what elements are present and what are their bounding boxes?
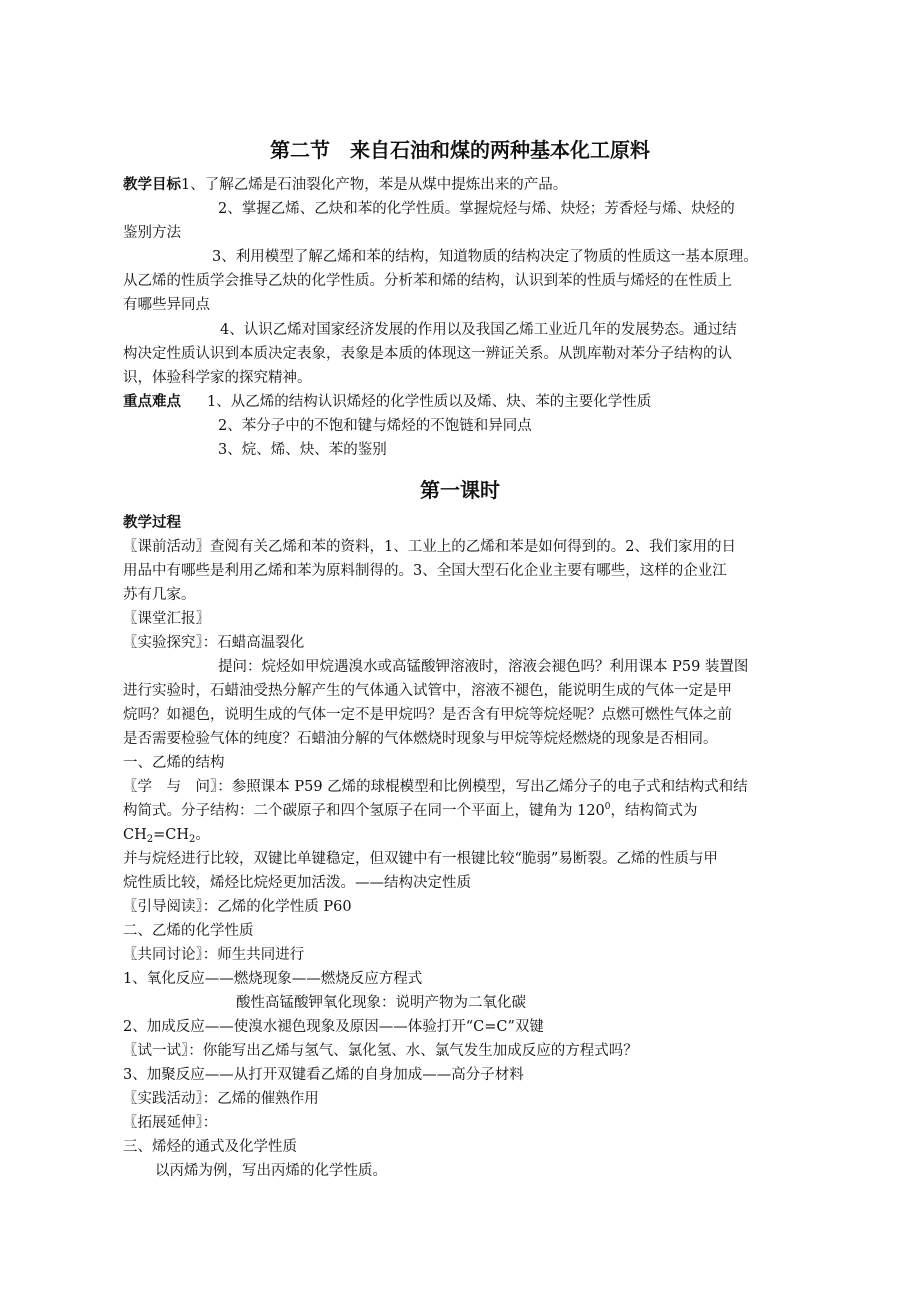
compare-b: 烷性质比较，烯烃比烷烃更加活泼。——结构决定性质 [123,875,471,891]
extension: 〖拓展延伸〗： [123,1115,218,1131]
learn-a: 〖学 与 问〗：参照课本 P59 乙烯的球棍模型和比例模型，写出乙烯分子的电子式和结构式和结 [123,779,748,795]
pre-activity-c: 苏有几家。 [123,587,196,603]
section-1-heading: 一、乙烯的结构 [123,755,225,771]
objectives-label: 教学目标 [123,177,181,193]
section-title: 第二节 来自石油和煤的两种基本化工原料 [270,138,650,162]
keypoint-2: 2、苯分子中的不饱和键与烯烃的不饱链和异同点 [218,418,532,434]
reaction-1: 1、氧化反应——燃烧现象——燃烧反应方程式 [123,971,423,987]
experiment: 〖实验探究〗：石蜡高温裂化 [123,635,305,651]
lesson-title: 第一课时 [420,478,500,502]
guided-reading: 〖引导阅读〗：乙烯的化学性质 P60 [123,899,352,915]
objective-3c: 有哪些异同点 [123,297,210,313]
objective-2b: 鉴别方法 [123,225,181,241]
ethylene-formula [123,824,813,846]
process-label: 教学过程 [123,515,181,531]
reaction-3: 3、加聚反应——从打开双键看乙烯的自身加成——高分子材料 [123,1067,524,1083]
objective-1: 1、了解乙烯是石油裂化产物，苯是从煤中提炼出来的产品。 [181,177,568,193]
formula-ch-1: CH [123,827,147,843]
formula-sub-2: 2 [189,834,196,845]
learn-b-post: ，结构简式为 [610,803,698,819]
practice-activity: 〖实践活动〗：乙烯的催熟作用 [123,1091,319,1107]
question-d: 是否需要检验气体的纯度？石蜡油分解的气体燃烧时现象与甲烷等烷烃燃烧的现象是否相同。 [123,731,718,747]
objective-2a: 2、掌握乙烯、乙炔和苯的化学性质。掌握烷烃与烯、炔烃；芳香烃与烯、炔烃的 [218,201,735,217]
learn-b-text: 构简式。分子结构：二个碳原子和四个氢原子在同一个平面上，键角为 120 [123,803,605,819]
question-b: 进行实验时，石蜡油受热分解产生的气体通入试管中，溶液不褪色，能说明生成的气体一定是甲 [123,683,732,699]
learn-b [123,800,813,822]
formula-sub-1: 2 [146,834,154,845]
objectives-line-1 [123,174,813,196]
degree-superscript: 0 [604,802,611,812]
reaction-1b: 酸性高锰酸钾氧化现象：说明产物为二氧化碳 [236,995,526,1011]
try-it: 〖试一试〗：你能写出乙烯与氢气、氯化氢、水、氯气发生加成反应的方程式吗？ [123,1043,638,1059]
keypoint-1: 1、从乙烯的结构认识烯烃的化学性质以及烯、炔、苯的主要化学性质 [207,394,652,410]
question-c: 烷吗？如褪色，说明生成的气体一定不是甲烷吗？是否含有甲烷等烷烃呢？点燃可燃性气体之前 [123,707,732,723]
discussion: 〖共同讨论〗：师生共同进行 [123,947,305,963]
formula-ch-2: =CH [153,827,190,843]
formula-end: 。 [195,827,210,843]
section-2-heading: 二、乙烯的化学性质 [123,923,254,939]
section-3-heading: 三、烯烃的通式及化学性质 [123,1139,297,1155]
question-a: 提问：烷烃如甲烷遇溴水或高锰酸钾溶液时，溶液会褪色吗？利用课本 P59 装置图 [218,659,749,675]
objective-3b: 从乙烯的性质学会推导乙炔的化学性质。分析苯和烯的结构，认识到苯的性质与烯烃的在性质上 [123,273,732,289]
pre-activity-a: 〖课前活动〗查阅有关乙烯和苯的资料，1、工业上的乙烯和苯是如何得到的。2、我们家用的日 [123,539,736,555]
class-report: 〖课堂汇报〗 [123,611,210,627]
pre-activity-b: 用品中有哪些是利用乙烯和苯为原料制得的。3、全国大型石化企业主要有哪些，这样的企业江 [123,563,727,579]
objective-4a: 4、认识乙烯对国家经济发展的作用以及我国乙烯工业近几年的发展势态。通过结 [220,322,737,338]
keypoints-label: 重点难点 [123,394,181,410]
propene-task: 以丙烯为例，写出丙烯的化学性质。 [155,1163,387,1179]
reaction-2: 2、加成反应——使溴水褪色现象及原因——体验打开“C=C”双键 [123,1019,544,1035]
compare-a: 并与烷烃进行比较，双键比单键稳定，但双键中有一根键比较“脆弱”易断裂。乙烯的性质与甲 [123,851,718,867]
keypoints-line-1 [123,391,813,413]
objective-4c: 识，体验科学家的探究精神。 [123,370,312,386]
objective-4b: 构决定性质认识到本质决定表象，表象是本质的体现这一辨证关系。从凯库勒对苯分子结构的认 [123,346,732,362]
objective-3a: 3、利用模型了解乙烯和苯的结构，知道物质的结构决定了物质的性质这一基本原理。 [212,249,758,265]
keypoint-3: 3、烷、烯、炔、苯的鉴别 [218,442,387,458]
